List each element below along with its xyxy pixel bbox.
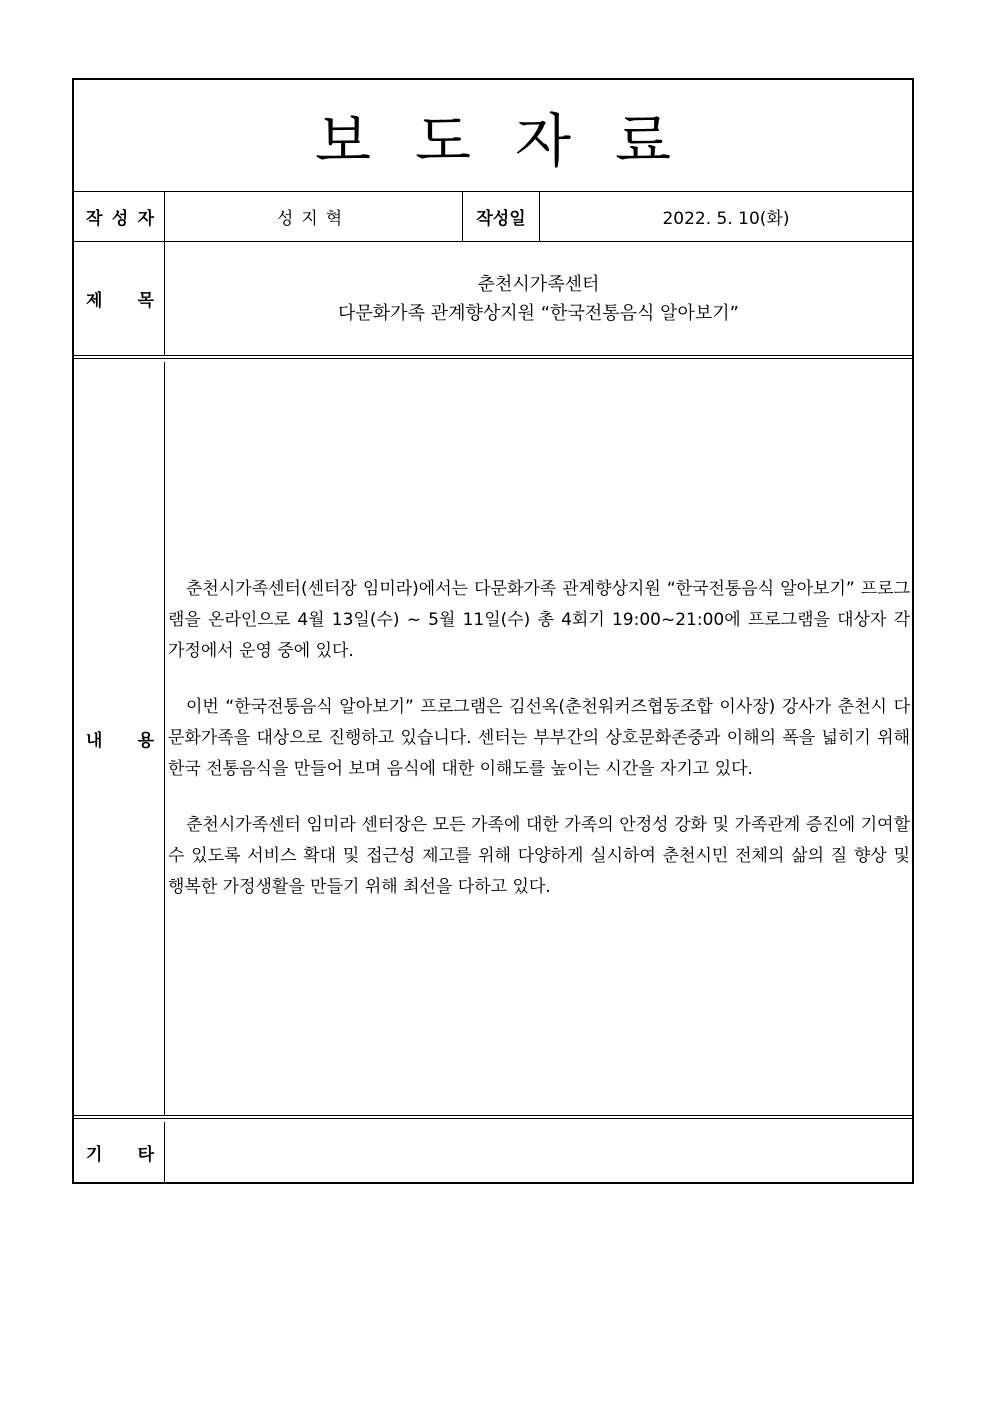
press-release-form	[72, 78, 914, 1184]
content-row	[74, 362, 912, 1119]
etc-label: 기 타	[74, 1122, 165, 1182]
title-row	[74, 80, 912, 192]
content-label: 내 용	[74, 362, 165, 1115]
author-label: 작 성 자	[74, 192, 165, 241]
content-paragraph: 이번 “한국전통음식 알아보기” 프로그램은 김선옥(춘천워커즈협동조합 이사장) 강사가 춘천시 다문화가족을 대상으로 진행하고 있습니다. 센터는 부부간의 상호문화존중과 이해의 폭을 넓히기 위해 한국 전통음식을 만들어 보며 음식에 대한 이해도를 높이는 시간을 자기고 있다.	[168, 697, 910, 779]
content-paragraph: 춘천시가족센터 임미라 센터장은 모든 가족에 대한 가족의 안정성 강화 및 가족관계 증진에 기여할 수 있도록 서비스 확대 및 접근성 제고를 위해 다양하게 실시하여 춘천시민 전체의 삶의 질 향상 및 행복한 가정생활을 만들기 위해 최선을 다하고 있다.	[168, 815, 910, 897]
date-value: 2022. 5. 10(화)	[662, 209, 790, 229]
author-value: 성지혁	[165, 192, 463, 241]
subject-line: 춘천시가족센터	[477, 273, 600, 295]
document-title: 보도자료	[314, 106, 716, 175]
content-body	[165, 362, 912, 1115]
subject-label: 제 목	[74, 242, 165, 355]
date-label: 작성일	[463, 192, 540, 241]
content-paragraph: 춘천시가족센터(센터장 임미라)에서는 다문화가족 관계향상지원 “한국전통음식 알아보기” 프로그램을 온라인으로 4월 13일(수) ~ 5월 11일(수) 총 4회기 19:00~21:00에 프로그램을 대상자 각 가정에서 운영 중에 있다.	[168, 579, 910, 661]
subject-value	[165, 242, 912, 355]
etc-value	[165, 1122, 912, 1182]
author-date-row	[74, 192, 912, 242]
etc-row	[74, 1122, 912, 1182]
subject-row	[74, 242, 912, 359]
subject-line: 다문화가족 관계향상지원 “한국전통음식 알아보기”	[338, 302, 739, 324]
